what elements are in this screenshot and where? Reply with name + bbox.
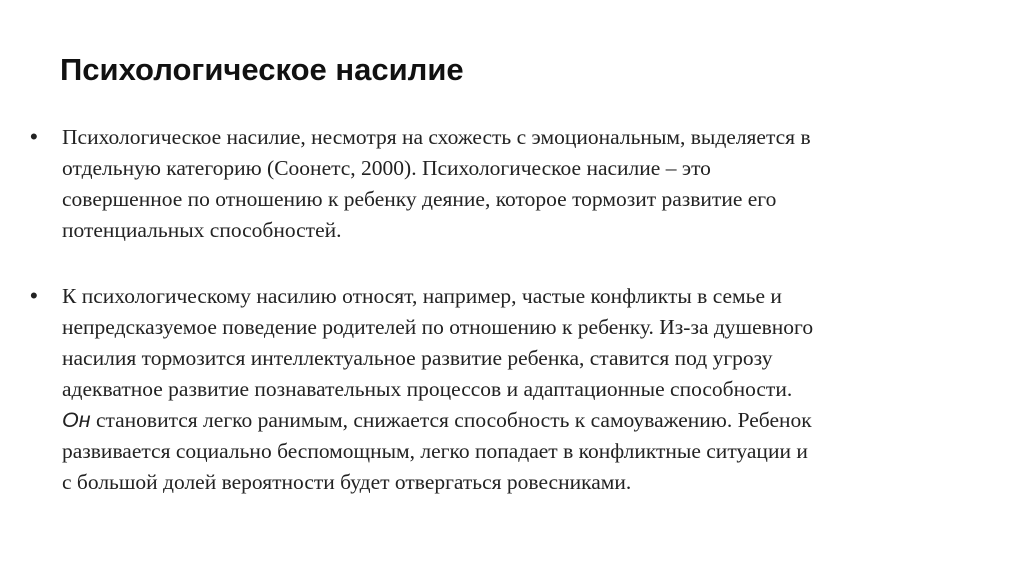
- text-line: Психологическое насилие, несмотря на схожесть с эмоциональным, выделяется в: [62, 125, 811, 149]
- bullet-item-2: [30, 281, 990, 498]
- text-line: с большой долей вероятности будет отвергаться ровесниками.: [62, 470, 632, 494]
- text-line: насилия тормозится интеллектуальное развитие ребенка, ставится под угрозу: [62, 346, 773, 370]
- text-line-rest: становится легко ранимым, снижается способность к самоуважению. Ребенок: [90, 408, 812, 432]
- text-line: адекватное развитие познавательных процессов и адаптационные способности.: [62, 377, 793, 401]
- text-line: непредсказуемое поведение родителей по отношению к ребенку. Из-за душевного: [62, 315, 814, 339]
- text-line: К психологическому насилию относят, например, частые конфликты в семье и: [62, 284, 782, 308]
- bullet-marker: •: [30, 124, 38, 149]
- bullet-list: [30, 122, 990, 533]
- bullet-marker: •: [30, 283, 38, 308]
- text-lead-word: Он: [62, 408, 91, 432]
- bullet-text: [62, 281, 990, 498]
- slide-title: Психологическое насилие: [60, 52, 464, 87]
- text-line: совершенное по отношению к ребенку деяние, которое тормозит развитие его: [62, 187, 777, 211]
- text-line: [62, 405, 990, 436]
- text-line: потенциальных способностей.: [62, 218, 342, 242]
- bullet-text: [62, 122, 990, 246]
- text-line: отдельную категорию (Соонетс, 2000). Психологическое насилие – это: [62, 156, 711, 180]
- text-line: развивается социально беспомощным, легко попадает в конфликтные ситуации и: [62, 439, 808, 463]
- bullet-item-1: [30, 122, 990, 246]
